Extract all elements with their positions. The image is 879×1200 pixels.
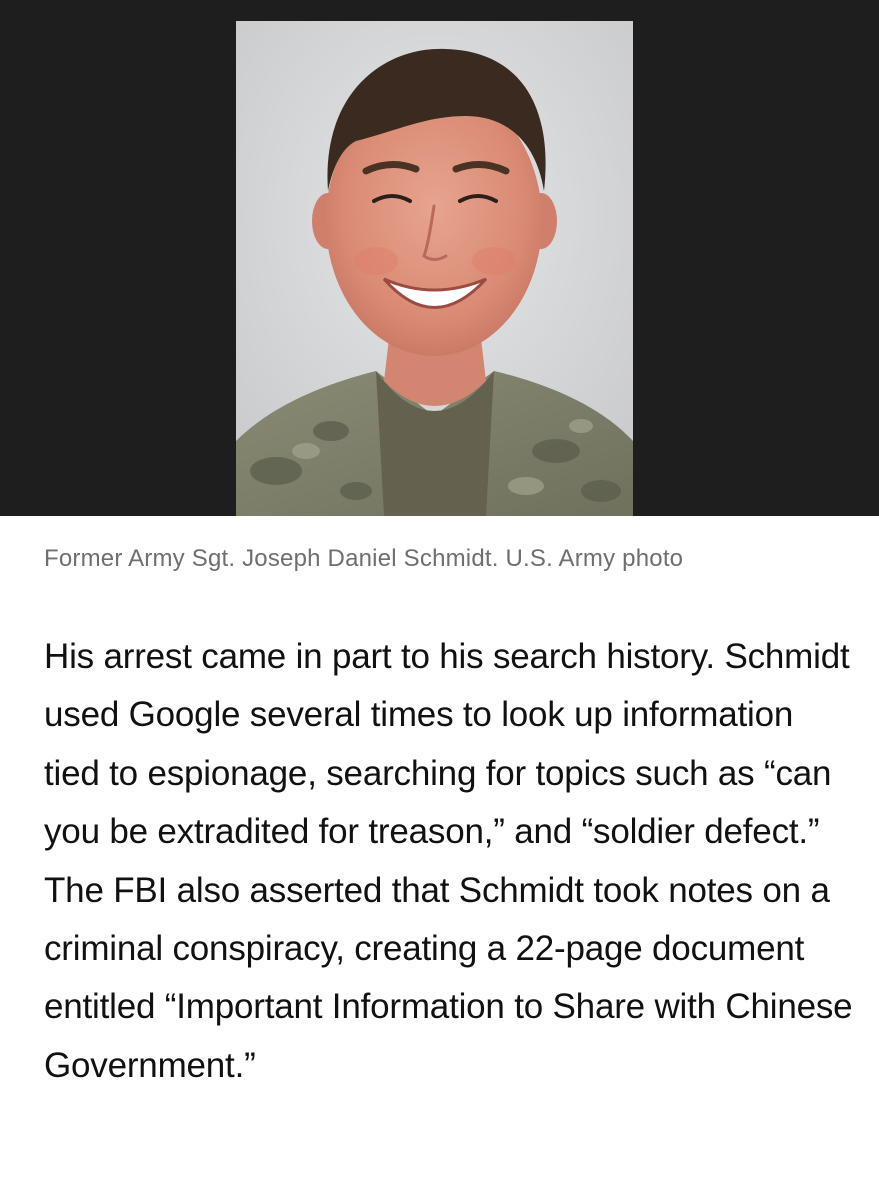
photo-band [0, 0, 879, 516]
photo-caption: Former Army Sgt. Joseph Daniel Schmidt. U.S. Army photo [44, 545, 684, 572]
article-paragraph: His arrest came in part to his search history. Schmidt used Google several times to look up information tied to espionage, searching for topics such as “can you be extradited for treason,” and “soldier defect.” The FBI also asserted that Schmidt took notes on a criminal conspiracy, creating a 22-page document entitled “Important Information to Share with Chinese Government.” [44, 637, 853, 1085]
portrait-photo [236, 21, 633, 516]
portrait-illustration [236, 21, 633, 516]
